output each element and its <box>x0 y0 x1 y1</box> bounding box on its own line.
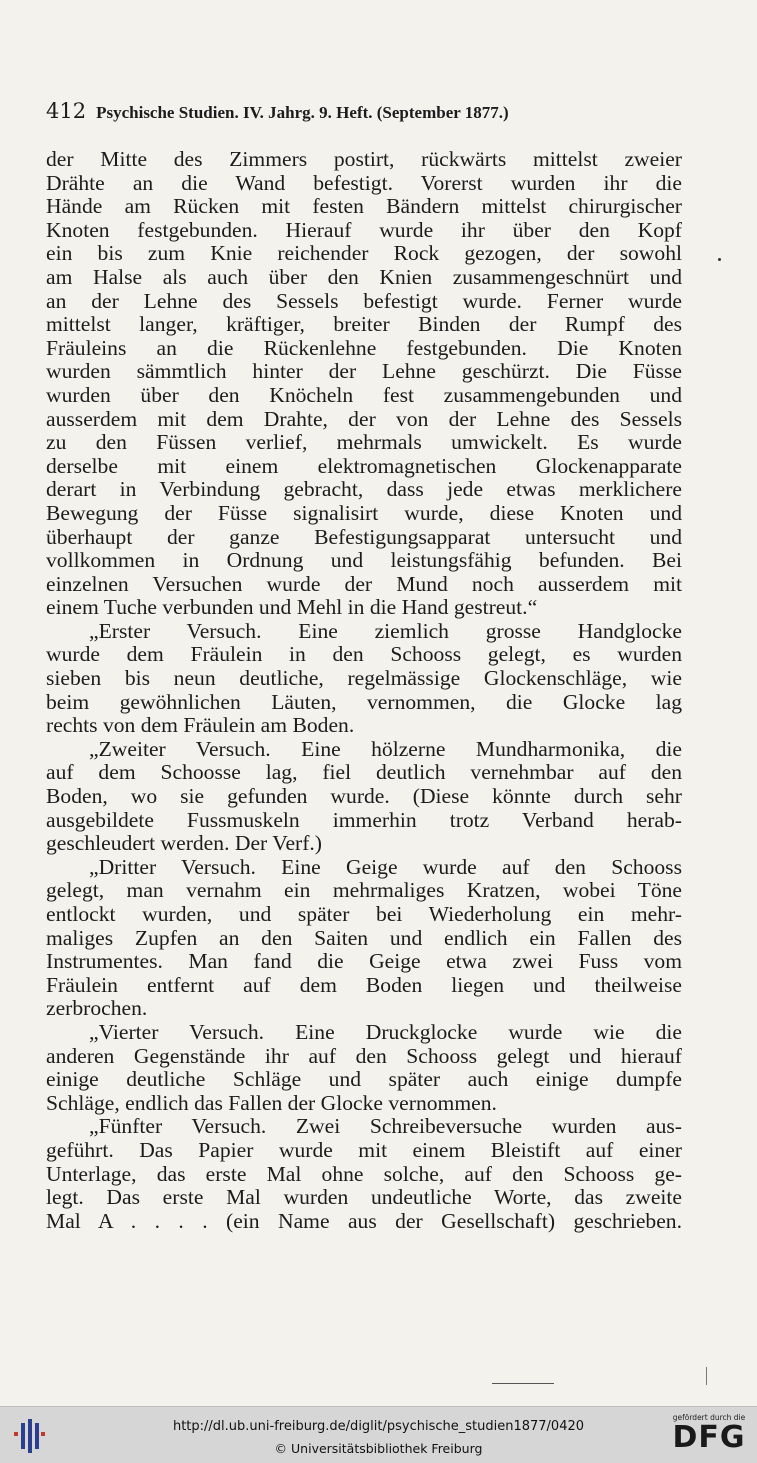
dfg-logo <box>668 1413 750 1459</box>
text-line: derart in Verbindung gebracht, dass jede etwas merklichere <box>46 478 682 502</box>
bottom-dash-mark <box>492 1383 554 1384</box>
text-line: rechts von dem Fräulein am Boden. <box>46 714 355 738</box>
text-line: derselbe mit einem elektromagnetischen Glockenapparate <box>46 454 682 478</box>
text-line: Drähte an die Wand befestigt. Vorerst wurden ihr die <box>46 171 682 195</box>
text-line: „Zweiter Versuch. Eine hölzerne Mundharmonika, die <box>89 737 682 761</box>
text-line: geschleudert werden. Der Verf.) <box>46 832 322 856</box>
speck-mark <box>718 258 721 261</box>
dfg-logo-text: DFG <box>672 1420 746 1455</box>
viewer-footer <box>0 1406 757 1463</box>
text-line: „Erster Versuch. Eine ziemlich grosse Handglocke <box>89 619 682 643</box>
copyright-notice: © Universitätsbibliothek Freiburg <box>274 1441 483 1456</box>
text-line: „Vierter Versuch. Eine Druckglocke wurde wie die <box>89 1020 682 1044</box>
text-line: maliges Zupfen an den Saiten und endlich ein Fallen des <box>46 926 682 950</box>
text-line: Hände am Rücken mit festen Bändern mittelst chirurgischer <box>46 195 682 219</box>
text-line: der Mitte des Zimmers postirt, rückwärts mittelst zweier <box>46 148 682 171</box>
text-line: mittelst langer, kräftiger, breiter Binden der Rumpf des <box>46 313 682 337</box>
text-line: beim gewöhnlichen Läuten, vernommen, die Glocke lag <box>46 690 682 714</box>
running-title: Psychische Studien. IV. Jahrg. 9. Heft. (September 1877.) <box>96 103 509 122</box>
text-line: gelegt, man vernahm ein mehrmaliges Kratzen, wobei Töne <box>46 879 682 903</box>
text-line: ausgebildete Fussmuskeln immerhin trotz Verband herab- <box>46 808 682 832</box>
text-line: Fräuleins an die Rückenlehne festgebunden. Die Knoten <box>46 336 682 360</box>
text-line: überhaupt der ganze Befestigungsapparat untersucht und <box>46 525 682 549</box>
text-line: sieben bis neun deutliche, regelmässige Glockenschläge, wie <box>46 667 682 691</box>
permalink-url[interactable]: http://dl.ub.uni-freiburg.de/diglit/psychische_studien1877/0420 <box>172 1419 585 1434</box>
text-line: wurde dem Fräulein in den Schooss gelegt, es wurden <box>46 643 682 667</box>
text-line: wurden über den Knöcheln fest zusammengebunden und <box>46 383 682 407</box>
text-line: Schläge, endlich das Fallen der Glocke vernommen. <box>46 1091 497 1115</box>
text-line: ein bis zum Knie reichender Rock gezogen, der sowohl <box>46 242 682 266</box>
body-text <box>46 148 682 1233</box>
text-line: Bewegung der Füsse signalisirt wurde, diese Knoten und <box>46 501 682 525</box>
text-line: Knoten festgebunden. Hierauf wurde ihr über den Kopf <box>46 218 682 242</box>
text-line: an der Lehne des Sessels befestigt wurde. Ferner wurde <box>46 289 682 313</box>
text-line: Boden, wo sie gefunden wurde. (Diese könnte durch sehr <box>46 785 682 809</box>
text-line: legt. Das erste Mal wurden undeutliche Worte, das zweite <box>46 1186 682 1210</box>
text-line: Mal A . . . . (ein Name aus der Gesellschaft) geschrieben. <box>46 1209 682 1233</box>
text-line: zerbrochen. <box>46 997 148 1021</box>
text-line: zu den Füssen verlief, mehrmals umwickelt. Es wurde <box>46 431 682 455</box>
text-line: ausserdem mit dem Drahte, der von der Lehne des Sessels <box>46 407 682 431</box>
page-number: 412 <box>46 99 87 123</box>
text-line: entlockt wurden, und später bei Wiederholung ein mehr- <box>46 903 682 926</box>
text-line: vollkommen in Ordnung und leistungsfähig befunden. Bei <box>46 549 682 573</box>
text-line: geführt. Das Papier wurde mit einem Bleistift auf einer <box>46 1138 682 1162</box>
text-line: Fräulein entfernt auf dem Boden liegen und theilweise <box>46 973 682 997</box>
text-line: „Fünfter Versuch. Zwei Schreibeversuche wurden aus- <box>89 1115 682 1139</box>
text-line: anderen Gegenstände ihr auf den Schooss gelegt und hierauf <box>46 1044 682 1068</box>
text-line: einem Tuche verbunden und Mehl in die Hand gestreut.“ <box>46 596 538 620</box>
text-line: Instrumentes. Man fand die Geige etwa zwei Fuss vom <box>46 950 682 974</box>
text-line: einige deutliche Schläge und später auch einige dumpfe <box>46 1068 682 1092</box>
text-line: wurden sämmtlich hinter der Lehne geschürzt. Die Füsse <box>46 360 682 384</box>
dfg-funded-by: gefördert durch die <box>672 1413 746 1422</box>
margin-mark <box>706 1367 709 1385</box>
text-line: einzelnen Versuchen wurde der Mund noch ausserdem mit <box>46 572 682 596</box>
text-line: Unterlage, das erste Mal ohne solche, auf den Schooss ge- <box>46 1162 682 1186</box>
text-line: auf dem Schoosse lag, fiel deutlich vernehmbar auf den <box>46 761 682 785</box>
running-header <box>46 99 686 129</box>
text-line: „Dritter Versuch. Eine Geige wurde auf den Schooss <box>89 855 682 879</box>
text-line: am Halse als auch über den Knien zusammengeschnürt und <box>46 265 682 289</box>
